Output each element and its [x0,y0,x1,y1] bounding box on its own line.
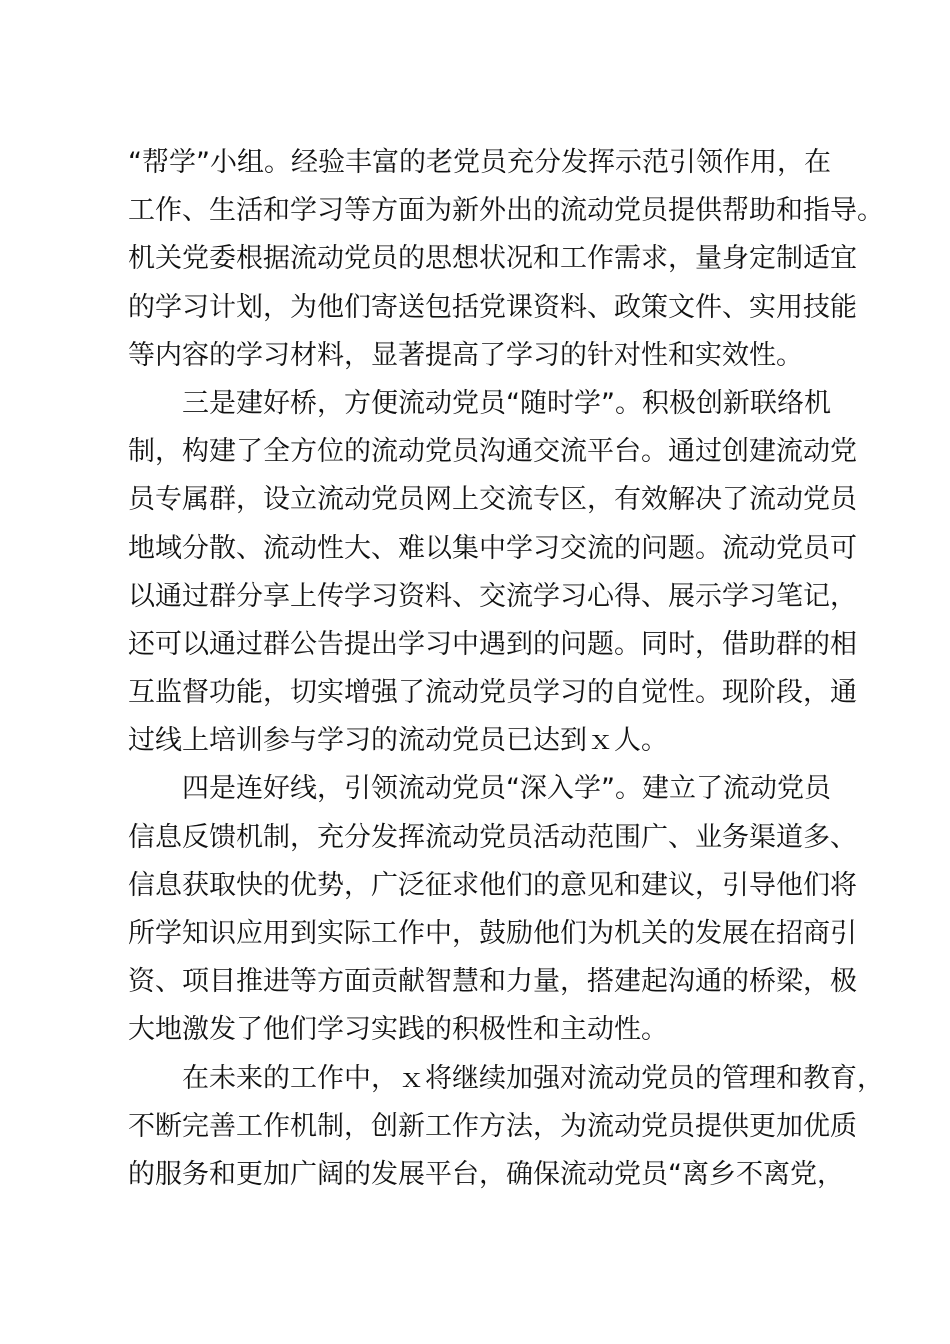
text-line: 工作、生活和学习等方面为新外出的流动党员提供帮助和指导。 [128,195,884,227]
text-line: 不断完善工作机制，创新工作方法，为流动党员提供更加优质 [128,1110,857,1142]
text-line: 在未来的工作中，ｘ将继续加强对流动党员的管理和教育， [182,1062,884,1094]
text-line: 所学知识应用到实际工作中，鼓励他们为机关的发展在招商引 [128,918,857,949]
text-line: “帮学”小组。经验丰富的老党员充分发挥示范引领作用，在 [128,147,831,178]
text-line: 的学习计划，为他们寄送包括党课资料、政策文件、实用技能 [128,291,857,323]
text-line: 的服务和更加广阔的发展平台，确保流动党员“离乡不离党， [128,1158,844,1190]
text-line: 互监督功能，切实增强了流动党员学习的自觉性。现阶段，通 [128,677,857,709]
paragraph-bangxue-group [128,139,884,380]
text-line: 过线上培训参与学习的流动党员已达到ｘ人。 [128,725,668,757]
paragraph-future-work [128,1055,884,1200]
text-line: 还可以通过群公告提出学习中遇到的问题。同时，借助群的相 [128,628,857,660]
text-line: 大地激发了他们学习实践的积极性和主动性。 [128,1014,668,1046]
paragraph-line-study-deep [128,765,857,1054]
paragraph-bridge-study-anytime [128,380,857,766]
text-line: 制，构建了全方位的流动党员沟通交流平台。通过创建流动党 [128,436,857,468]
text-line: 信息获取快的优势，广泛征求他们的意见和建议，引导他们将 [128,869,857,901]
document-body [128,139,884,1199]
text-line: 地域分散、流动性大、难以集中学习交流的问题。流动党员可 [128,532,857,564]
text-line: 信息反馈机制，充分发挥流动党员活动范围广、业务渠道多、 [128,821,857,853]
text-line: 等内容的学习材料，显著提高了学习的针对性和实效性。 [128,339,803,371]
text-line: 资、项目推进等方面贡献智慧和力量，搭建起沟通的桥梁，极 [128,966,857,998]
text-line: 以通过群分享上传学习资料、交流学习心得、展示学习笔记， [128,580,857,612]
text-line: 三是建好桥，方便流动党员“随时学”。积极创新联络机 [182,387,831,419]
text-line: 员专属群，设立流动党员网上交流专区，有效解决了流动党员 [128,484,857,516]
text-line: 四是连好线，引领流动党员“深入学”。建立了流动党员 [182,773,831,805]
text-line: 机关党委根据流动党员的思想状况和工作需求，量身定制适宜 [128,243,857,275]
